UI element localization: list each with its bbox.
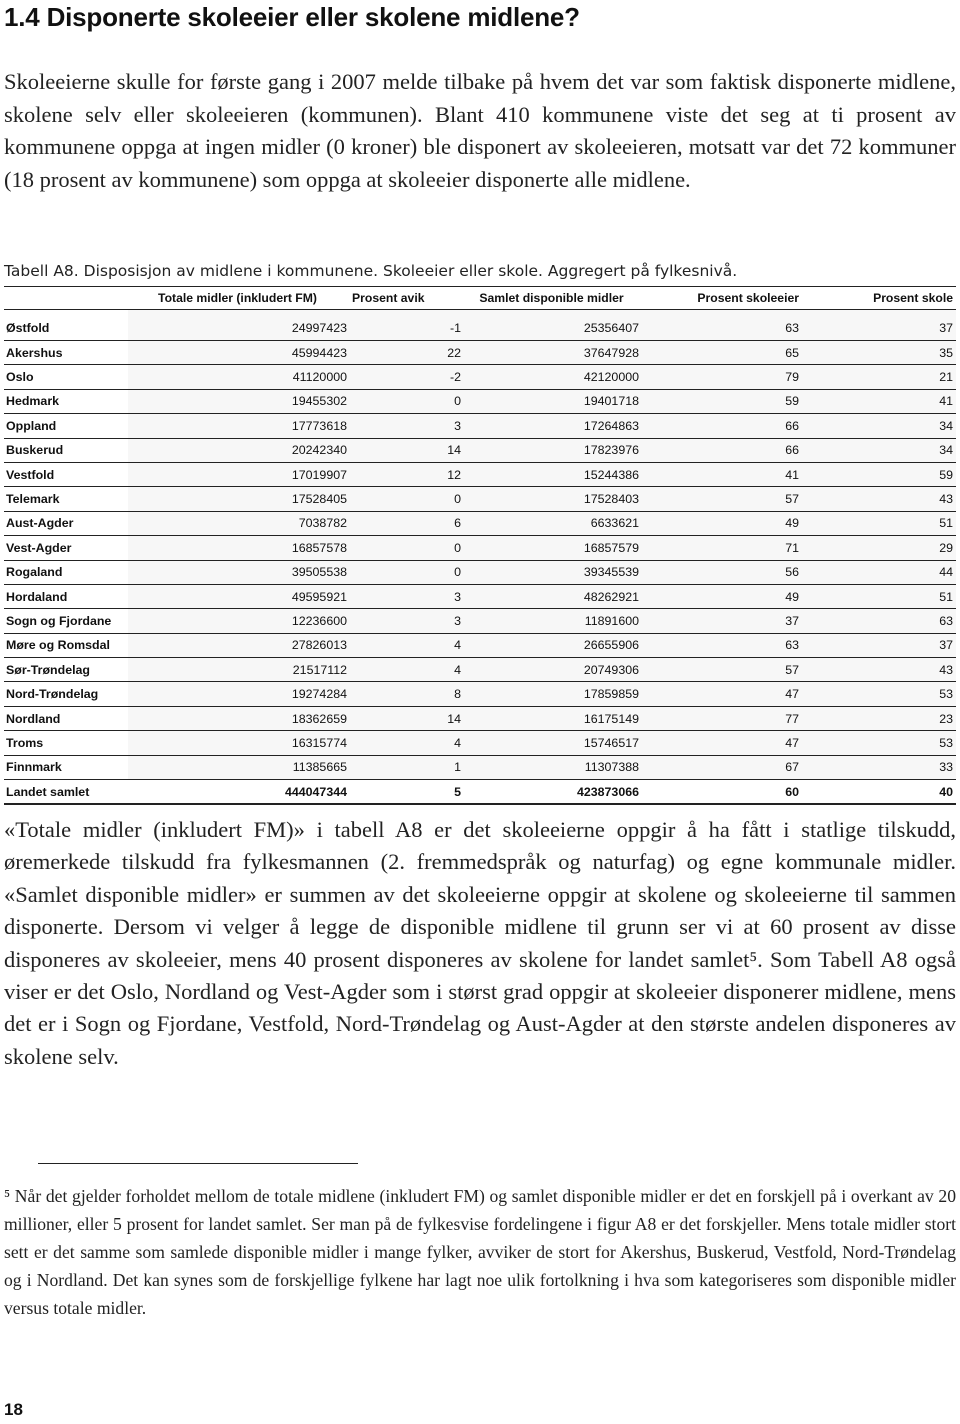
available-funds-cell: 37647928: [464, 341, 642, 365]
total-funds-cell: 17528405: [128, 487, 350, 511]
page-number: 18: [4, 1400, 23, 1419]
table-body: [4, 310, 956, 805]
county-name: Finnmark: [4, 755, 128, 779]
total-funds-cell: 12236600: [128, 609, 350, 633]
county-name: Buskerud: [4, 438, 128, 462]
percent-school-cell: 37: [802, 310, 956, 341]
percent-owner-cell: 57: [642, 487, 802, 511]
county-name: Møre og Romsdal: [4, 633, 128, 657]
table-row: [4, 365, 956, 389]
percent-owner-cell: 41: [642, 462, 802, 486]
county-name: Troms: [4, 731, 128, 755]
percent-deviation-cell: 8: [350, 682, 464, 706]
county-name: Hordaland: [4, 584, 128, 608]
percent-owner-cell: 71: [642, 536, 802, 560]
total-funds-cell: 17019907: [128, 462, 350, 486]
table-row: [4, 560, 956, 584]
available-funds-cell: 17528403: [464, 487, 642, 511]
percent-school-cell: 63: [802, 609, 956, 633]
total-funds-cell: 49595921: [128, 584, 350, 608]
total-funds-cell: 45994423: [128, 341, 350, 365]
percent-owner-cell: 60: [642, 780, 802, 805]
footnote-divider: [38, 1163, 358, 1164]
percent-deviation-cell: -2: [350, 365, 464, 389]
percent-school-cell: 51: [802, 584, 956, 608]
available-funds-cell: 19401718: [464, 389, 642, 413]
county-name: Sør-Trøndelag: [4, 658, 128, 682]
table-row: [4, 584, 956, 608]
footnote: ⁵ Når det gjelder forholdet mellom de totale midlene (inkludert FM) og samlet disponible midler er det en forskjell på i overkant av 20 millioner, eller 5 prosent for landet samlet. Ser man på de fylkesvise fordelingene i figur A8 er det forskjeller. Mens totale midler stort sett er det samme som samlede disponible midler i mange fylker, avviker de stort for Akershus, Buskerud, Vestfold, Nord-Trøndelag og i Nordland. Det kan synes som de forskjellige fylkene har lagt noe ulik fortolkning i hva som kategoriseres som disponible midler versus totale midler.: [4, 1186, 956, 1318]
table-row: [4, 731, 956, 755]
table-row: [4, 658, 956, 682]
percent-school-cell: 34: [802, 414, 956, 438]
percent-deviation-cell: 3: [350, 414, 464, 438]
table-row: [4, 487, 956, 511]
available-funds-cell: 26655906: [464, 633, 642, 657]
percent-deviation-cell: 0: [350, 536, 464, 560]
available-funds-cell: 17264863: [464, 414, 642, 438]
percent-school-cell: 34: [802, 438, 956, 462]
county-name: Nord-Trøndelag: [4, 682, 128, 706]
county-name: Rogaland: [4, 560, 128, 584]
table-row: [4, 536, 956, 560]
percent-deviation-cell: 4: [350, 731, 464, 755]
total-funds-cell: 21517112: [128, 658, 350, 682]
table-row: [4, 633, 956, 657]
percent-deviation-cell: 0: [350, 487, 464, 511]
percent-owner-cell: 63: [642, 310, 802, 341]
percent-owner-cell: 47: [642, 731, 802, 755]
percent-deviation-cell: 3: [350, 584, 464, 608]
table-row: [4, 609, 956, 633]
available-funds-cell: 42120000: [464, 365, 642, 389]
intro-paragraph: Skoleeierne skulle for første gang i 2007 melde tilbake på hvem det var som faktisk disponerte midlene, skolene selv eller skoleeieren (kommunen). Blant 410 kommunene viste det seg at ti prosent av kommunene oppga at ingen midler (0 kroner) ble disponert av skoleeieren, motsatt var det 72 kommuner (18 prosent av kommunene) som oppga at skoleeier disponerte alle midlene.: [4, 69, 956, 192]
percent-school-cell: 35: [802, 341, 956, 365]
available-funds-cell: 16857579: [464, 536, 642, 560]
header-percent-school: Prosent skole: [802, 287, 956, 310]
percent-school-cell: 43: [802, 658, 956, 682]
table-row: [4, 511, 956, 535]
percent-deviation-cell: 1: [350, 755, 464, 779]
percent-owner-cell: 37: [642, 609, 802, 633]
total-funds-cell: 17773618: [128, 414, 350, 438]
total-funds-cell: 20242340: [128, 438, 350, 462]
total-funds-cell: 41120000: [128, 365, 350, 389]
available-funds-cell: 25356407: [464, 310, 642, 341]
percent-school-cell: 29: [802, 536, 956, 560]
percent-owner-cell: 66: [642, 438, 802, 462]
county-name: Østfold: [4, 310, 128, 341]
percent-school-cell: 51: [802, 511, 956, 535]
percent-school-cell: 41: [802, 389, 956, 413]
percent-deviation-cell: 6: [350, 511, 464, 535]
available-funds-cell: 11307388: [464, 755, 642, 779]
percent-school-cell: 37: [802, 633, 956, 657]
percent-school-cell: 23: [802, 706, 956, 730]
available-funds-cell: 15746517: [464, 731, 642, 755]
percent-deviation-cell: 4: [350, 633, 464, 657]
percent-deviation-cell: 4: [350, 658, 464, 682]
total-funds-cell: 24997423: [128, 310, 350, 341]
table-total-row: [4, 780, 956, 805]
table-row: [4, 341, 956, 365]
percent-owner-cell: 47: [642, 682, 802, 706]
percent-owner-cell: 63: [642, 633, 802, 657]
percent-school-cell: 21: [802, 365, 956, 389]
available-funds-cell: 17823976: [464, 438, 642, 462]
percent-owner-cell: 79: [642, 365, 802, 389]
percent-owner-cell: 59: [642, 389, 802, 413]
percent-deviation-cell: 22: [350, 341, 464, 365]
header-county: [4, 287, 128, 310]
percent-school-cell: 59: [802, 462, 956, 486]
county-name: Oslo: [4, 365, 128, 389]
total-funds-cell: 18362659: [128, 706, 350, 730]
percent-school-cell: 53: [802, 731, 956, 755]
table-row: [4, 310, 956, 341]
percent-deviation-cell: 12: [350, 462, 464, 486]
total-funds-cell: 19274284: [128, 682, 350, 706]
county-name: Landet samlet: [4, 780, 128, 805]
county-name: Vest-Agder: [4, 536, 128, 560]
county-name: Akershus: [4, 341, 128, 365]
available-funds-cell: 39345539: [464, 560, 642, 584]
percent-deviation-cell: 14: [350, 706, 464, 730]
disposition-table: [4, 286, 956, 805]
county-name: Telemark: [4, 487, 128, 511]
table-row: [4, 389, 956, 413]
available-funds-cell: 20749306: [464, 658, 642, 682]
percent-owner-cell: 49: [642, 511, 802, 535]
county-name: Nordland: [4, 706, 128, 730]
county-name: Hedmark: [4, 389, 128, 413]
total-funds-cell: 11385665: [128, 755, 350, 779]
total-funds-cell: 27826013: [128, 633, 350, 657]
table-row: [4, 414, 956, 438]
available-funds-cell: 17859859: [464, 682, 642, 706]
table-row: [4, 755, 956, 779]
section-heading: 1.4 Disponerte skoleeier eller skolene midlene?: [4, 2, 580, 32]
body-paragraph: «Totale midler (inkludert FM)» i tabell A8 er det skoleeierne oppgir å ha fått i statlige tilskudd, øremerkede tilskudd fra fylkesmannen (2. fremmedspråk og naturfag) og egne kommunale midler. «Samlet disponible midler» er summen av det skoleeierne oppgir at skolene og skoleeierne til sammen disponerte. Dersom vi velger å legge de disponible midlene til grunn ser vi at 60 prosent av disse disponeres av skoleeier, mens 40 prosent disponeres av skolene for landet samlet⁵. Som Tabell A8 også viser er det Oslo, Nordland og Vest-Agder som i størst grad oppgir at skoleeier disponerer midlene, mens det er i Sogn og Fjordane, Vestfold, Nord-Trøndelag og Aust-Agder at den største andelen disponeres av skolene selv.: [4, 817, 956, 1069]
percent-owner-cell: 56: [642, 560, 802, 584]
header-percent-deviation: Prosent avik: [350, 287, 464, 310]
total-funds-cell: 444047344: [128, 780, 350, 805]
header-available-funds: Samlet disponible midler: [464, 287, 642, 310]
county-name: Sogn og Fjordane: [4, 609, 128, 633]
total-funds-cell: 16857578: [128, 536, 350, 560]
table-row: [4, 438, 956, 462]
percent-school-cell: 44: [802, 560, 956, 584]
available-funds-cell: 48262921: [464, 584, 642, 608]
header-percent-owner: Prosent skoleeier: [642, 287, 802, 310]
table-row: [4, 706, 956, 730]
available-funds-cell: 15244386: [464, 462, 642, 486]
county-name: Vestfold: [4, 462, 128, 486]
percent-deviation-cell: 0: [350, 560, 464, 584]
total-funds-cell: 19455302: [128, 389, 350, 413]
total-funds-cell: 39505538: [128, 560, 350, 584]
available-funds-cell: 423873066: [464, 780, 642, 805]
county-name: Oppland: [4, 414, 128, 438]
percent-owner-cell: 49: [642, 584, 802, 608]
available-funds-cell: 11891600: [464, 609, 642, 633]
table-header-row: [4, 287, 956, 310]
percent-school-cell: 33: [802, 755, 956, 779]
percent-school-cell: 40: [802, 780, 956, 805]
percent-owner-cell: 77: [642, 706, 802, 730]
table-row: [4, 682, 956, 706]
percent-owner-cell: 66: [642, 414, 802, 438]
percent-deviation-cell: 5: [350, 780, 464, 805]
available-funds-cell: 6633621: [464, 511, 642, 535]
table-row: [4, 462, 956, 486]
total-funds-cell: 7038782: [128, 511, 350, 535]
available-funds-cell: 16175149: [464, 706, 642, 730]
percent-deviation-cell: -1: [350, 310, 464, 341]
table-caption: Tabell A8. Disposisjon av midlene i kommunene. Skoleeier eller skole. Aggregert på fylkesnivå.: [4, 262, 738, 280]
percent-deviation-cell: 3: [350, 609, 464, 633]
header-total-funds: Totale midler (inkludert FM): [128, 287, 350, 310]
percent-owner-cell: 67: [642, 755, 802, 779]
percent-deviation-cell: 14: [350, 438, 464, 462]
county-name: Aust-Agder: [4, 511, 128, 535]
total-funds-cell: 16315774: [128, 731, 350, 755]
percent-school-cell: 43: [802, 487, 956, 511]
percent-owner-cell: 65: [642, 341, 802, 365]
percent-deviation-cell: 0: [350, 389, 464, 413]
percent-school-cell: 53: [802, 682, 956, 706]
percent-owner-cell: 57: [642, 658, 802, 682]
